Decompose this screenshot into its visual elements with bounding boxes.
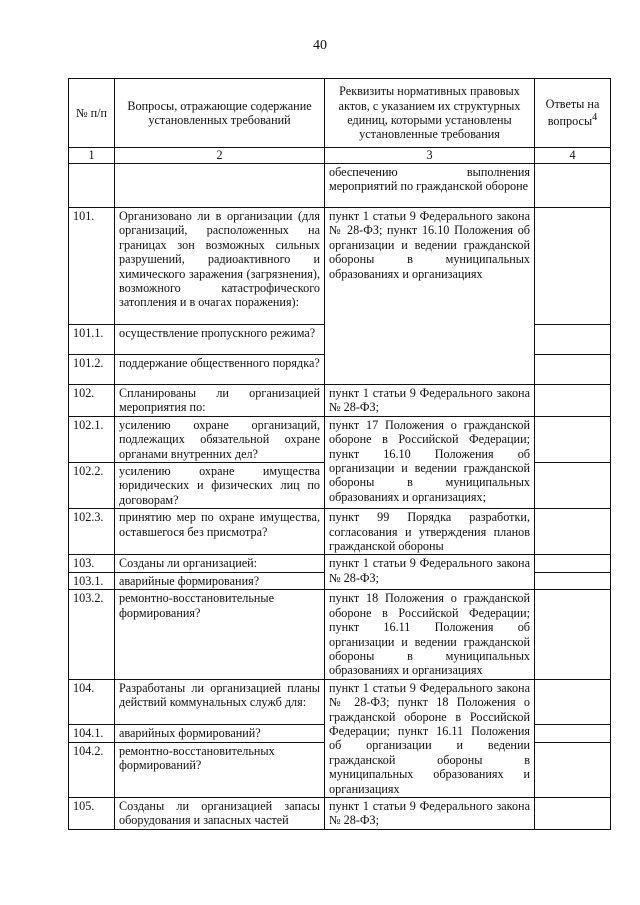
footnote-mark: 4 <box>592 112 598 124</box>
answer-cell[interactable] <box>535 797 611 829</box>
column-number: 1 <box>69 148 115 164</box>
table-row <box>69 416 611 462</box>
row-question <box>115 164 325 208</box>
row-question: Созданы ли организацией: <box>115 555 325 572</box>
header-number: № п/п <box>69 79 115 148</box>
row-legal-ref: пункт 18 Положения о гражданской обороне в Российской Федерации; пункт 16.11 Положения об организации и ведении гражданской обороны в муниципальных образованиях и организациях <box>325 590 535 679</box>
row-question: Разработаны ли организацией планы действий коммунальных служб для: <box>115 679 325 724</box>
answer-cell[interactable] <box>535 355 611 385</box>
row-legal-ref: пункт 1 статьи 9 Федерального закона № 28-ФЗ; <box>325 797 535 829</box>
table-row <box>69 797 611 829</box>
row-legal-ref: пункт 1 статьи 9 Федерального закона № 28-ФЗ; <box>325 385 535 417</box>
answer-cell[interactable] <box>535 742 611 797</box>
row-number: 102.2. <box>69 463 115 509</box>
header-row <box>69 79 611 148</box>
answer-cell[interactable] <box>535 572 611 589</box>
header-answers <box>535 79 611 148</box>
table-row <box>69 208 611 325</box>
header-legal-acts: Реквизиты нормативных правовых актов, с указанием их структурных единиц, которыми установлены установленные требования <box>325 79 535 148</box>
row-number: 104.1. <box>69 724 115 742</box>
answer-cell[interactable] <box>535 724 611 742</box>
row-number: 102.3. <box>69 509 115 555</box>
row-number: 103.1. <box>69 572 115 589</box>
row-question: осуществление пропускного режима? <box>115 325 325 355</box>
row-number: 103.2. <box>69 590 115 679</box>
answer-cell[interactable] <box>535 509 611 555</box>
row-question: Организовано ли в организации (для организаций, расположенных на границах зон возможных сильных разрушений, радиоактивного и химического заражения (загрязнения), возможного катастрофического затопления и в очагах поражения): <box>115 208 325 325</box>
row-question: аварийных формирований? <box>115 724 325 742</box>
row-number: 101. <box>69 208 115 325</box>
page-number: 40 <box>313 38 327 53</box>
answer-cell[interactable] <box>535 385 611 417</box>
table-row <box>69 509 611 555</box>
row-question: ремонтно-восстановительные формирования? <box>115 590 325 679</box>
column-number: 4 <box>535 148 611 164</box>
answer-cell[interactable] <box>535 164 611 208</box>
row-legal-ref: пункт 17 Положения о гражданской обороне в Российской Федерации; пункт 16.10 Положения об организации и ведении гражданской обороны в муниципальных образованиях и организациях; <box>325 416 535 508</box>
answer-cell[interactable] <box>535 679 611 724</box>
header-questions: Вопросы, отражающие содержание установленных требований <box>115 79 325 148</box>
row-legal-ref: пункт 1 статьи 9 Федерального закона № 28-ФЗ; <box>325 555 535 590</box>
answer-cell[interactable] <box>535 463 611 509</box>
row-number: 104. <box>69 679 115 724</box>
answer-cell[interactable] <box>535 555 611 572</box>
row-question: поддержание общественного порядка? <box>115 355 325 385</box>
header-answers-label: Ответы на вопросы <box>545 97 600 129</box>
table-row <box>69 679 611 724</box>
row-number: 103. <box>69 555 115 572</box>
table-row <box>69 555 611 572</box>
row-number: 105. <box>69 797 115 829</box>
table-row <box>69 164 611 208</box>
row-question: принятию мер по охране имущества, оставшегося без присмотра? <box>115 509 325 555</box>
row-number: 102.1. <box>69 416 115 462</box>
row-legal-ref: пункт 99 Порядка разработки, согласования и утверждения планов гражданской обороны <box>325 509 535 555</box>
row-question: аварийные формирования? <box>115 572 325 589</box>
column-number: 3 <box>325 148 535 164</box>
row-number <box>69 164 115 208</box>
row-question: Спланированы ли организацией мероприятия по: <box>115 385 325 417</box>
row-legal-ref: обеспечению выполнения мероприятий по гражданской обороне <box>325 164 535 208</box>
row-number: 102. <box>69 385 115 417</box>
answer-cell[interactable] <box>535 325 611 355</box>
row-question: ремонтно-восстановительных формирований? <box>115 742 325 797</box>
row-number: 104.2. <box>69 742 115 797</box>
row-legal-ref: пункт 1 статьи 9 Федерального закона № 28-ФЗ; пункт 16.10 Положения об организации и ведении гражданской обороны в муниципальных образованиях и организациях <box>325 208 535 385</box>
answer-cell[interactable] <box>535 590 611 679</box>
answer-cell[interactable] <box>535 416 611 462</box>
row-number: 101.2. <box>69 355 115 385</box>
column-number-row <box>69 148 611 164</box>
row-number: 101.1. <box>69 325 115 355</box>
row-legal-ref: пункт 1 статьи 9 Федерального закона № 28-ФЗ; пункт 18 Положения о гражданской обороне в Российской Федерации; пункт 16.11 Положения об организации и ведении гражданской обороны в муниципальных образованиях и организациях <box>325 679 535 797</box>
answer-cell[interactable] <box>535 208 611 325</box>
requirements-table <box>68 78 611 830</box>
table-row <box>69 590 611 679</box>
row-question: усилению охране имущества юридических и физических лиц по договорам? <box>115 463 325 509</box>
row-question: Созданы ли организацией запасы оборудования и запасных частей <box>115 797 325 829</box>
column-number: 2 <box>115 148 325 164</box>
table-row <box>69 385 611 417</box>
row-question: усилению охране организаций, подлежащих обязательной охране органами внутренних дел? <box>115 416 325 462</box>
